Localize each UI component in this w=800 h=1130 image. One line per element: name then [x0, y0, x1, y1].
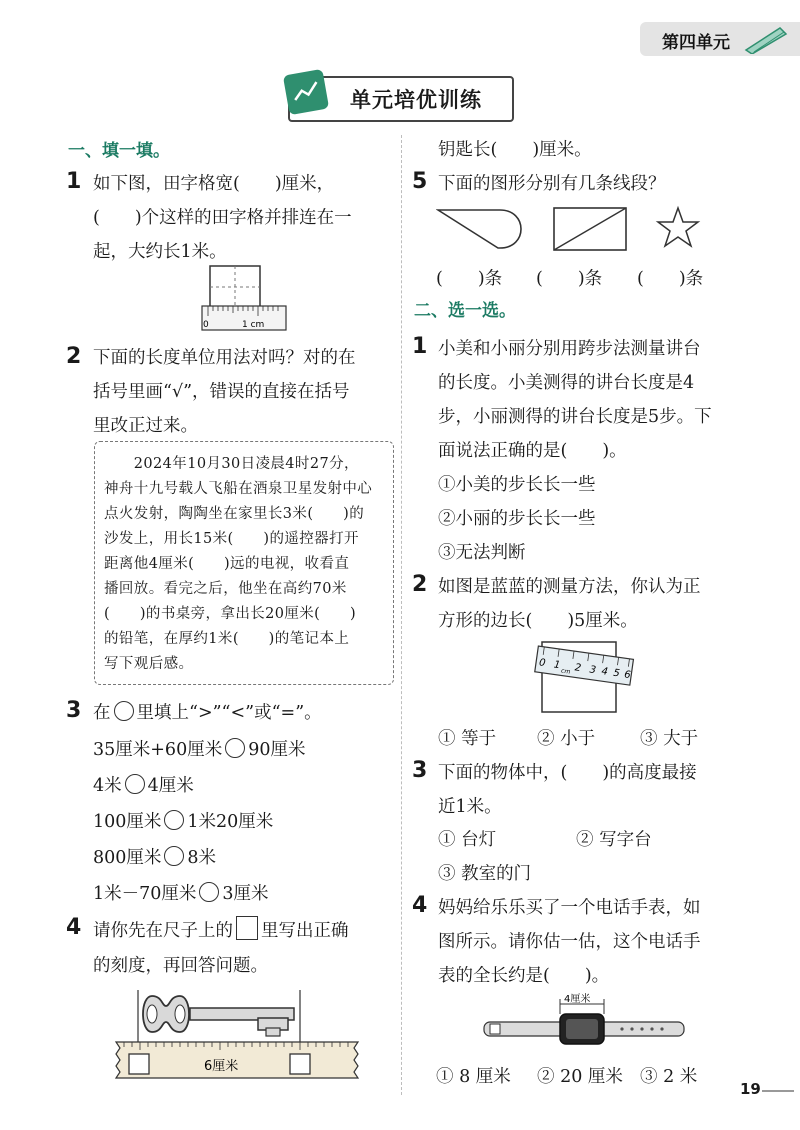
question-text: 请你先在尺子上的 里写出正确 [93, 916, 349, 942]
question-text: 的长度。小美测得的讲台长度是4 [438, 373, 695, 393]
question-number: 3 [412, 758, 428, 783]
square-blank [236, 916, 258, 940]
passage-line: 沙发上，用长15米( )的遥控器打开 [104, 531, 359, 547]
answer-blank[interactable]: ( )条 [436, 269, 503, 289]
watch-figure [482, 990, 688, 1052]
compare-circle[interactable] [164, 810, 184, 830]
passage-line: 距离他4厘米( )远的电视，收看直 [104, 556, 350, 572]
question-number: 4 [66, 915, 82, 940]
page-number-line [762, 1090, 794, 1092]
option[interactable]: ③ 2 米 [640, 1067, 698, 1087]
compare-circle[interactable] [225, 738, 245, 758]
compare-item: 800厘米 8米 [93, 848, 217, 868]
question-number: 4 [412, 893, 428, 918]
compare-circle[interactable] [125, 774, 145, 794]
option[interactable]: ③ 教室的门 [438, 864, 532, 884]
option[interactable]: ②小丽的步长长一些 [438, 509, 596, 529]
ruler-label: 1 cm [242, 320, 265, 330]
ruler-tick: 0 [538, 657, 547, 670]
question-number: 3 [66, 698, 82, 723]
passage-line: 2024年10月30日凌晨4时27分， [104, 456, 359, 472]
compare-item: 100厘米 1米20厘米 [93, 812, 274, 832]
column-divider [401, 135, 402, 1095]
question-number: 2 [412, 572, 428, 597]
option[interactable]: ① 等于 [438, 729, 497, 749]
question-text: 如图是蓝蓝的测量方法，你认为正 [438, 577, 701, 597]
passage-line: ( )的书桌旁，拿出长20厘米( ) [104, 606, 357, 622]
option[interactable]: ② 20 厘米 [537, 1067, 623, 1087]
option[interactable]: ① 台灯 [438, 830, 497, 850]
watch-label: 4厘米 [564, 994, 591, 1005]
question-text: 面说法正确的是( )。 [438, 441, 627, 461]
question-text: 步，小丽测得的讲台长度是5步。下 [438, 407, 712, 427]
question-text: 下面的图形分别有几条线段？ [438, 174, 666, 194]
ruler-tick: 4 [600, 666, 609, 678]
passage-line: 点火发射，陶陶坐在家里长3米( )的 [104, 506, 365, 522]
ruler-unit: cm [560, 667, 571, 676]
passage-line: 神舟十九号载人飞船在酒泉卫星发射中心 [104, 481, 373, 497]
question-text: 起，大约长1米。 [93, 242, 227, 262]
question-text: 下面的物体中，( )的高度最接 [438, 763, 697, 783]
chart-line-icon [283, 69, 329, 115]
compare-circle[interactable] [164, 846, 184, 866]
passage-line: 的铅笔，在厚约1米( )的笔记本上 [104, 631, 350, 647]
question-text: 钥匙长( )厘米。 [438, 140, 592, 160]
unit-tab [640, 22, 800, 56]
question-text: ( )个这样的田字格并排连在一 [93, 208, 352, 228]
compare-item: 35厘米+60厘米 90厘米 [93, 740, 306, 760]
question-text: 表的全长约是( )。 [438, 966, 610, 986]
option[interactable]: ② 小于 [537, 729, 596, 749]
ruler-tick: 5 [612, 667, 621, 680]
question-text: 图所示。请你估一估，这个电话手 [438, 932, 701, 952]
passage-line: 写下观后感。 [104, 656, 194, 672]
key-ruler-figure [112, 984, 362, 1092]
question-number: 1 [412, 334, 428, 359]
ruler-tick: 6 [623, 669, 632, 682]
answer-blank[interactable]: ( )条 [536, 269, 603, 289]
question-text: 里改正过来。 [93, 416, 198, 436]
section-heading-choose: 二、选一选。 [414, 301, 516, 321]
square-ruler-figure [530, 636, 640, 716]
ruler-tick: 2 [573, 662, 582, 675]
question-text: 在 里填上“>”“<”或“=”。 [93, 703, 322, 723]
option[interactable]: ①小美的步长长一些 [438, 475, 596, 495]
ruler-tick: 1 [553, 659, 561, 672]
question-number: 2 [66, 344, 82, 369]
passage-line: 播回放。看完之后，他坐在高约70米 [104, 581, 347, 597]
compare-item: 1米－70厘米 3厘米 [93, 884, 269, 904]
option[interactable]: ③ 大于 [640, 729, 699, 749]
page-title: 单元培优训练 [350, 88, 482, 112]
question-text: 如下图，田字格宽( )厘米， [93, 174, 335, 194]
question-text: 妈妈给乐乐买了一个电话手表，如 [438, 898, 701, 918]
question-text: 括号里画“√”，错误的直接在括号 [93, 382, 350, 402]
question-text: 近1米。 [438, 797, 502, 817]
section-heading-fill: 一、填一填。 [68, 141, 170, 161]
question-text: 下面的长度单位用法对吗？对的在 [93, 348, 356, 368]
ruler-zero: 0 [203, 320, 209, 330]
question-text: 小美和小丽分别用跨步法测量讲台 [438, 339, 701, 359]
question-text: 方形的边长( )5厘米。 [438, 611, 638, 631]
question-number: 1 [66, 169, 82, 194]
unit-label: 第四单元 [662, 33, 730, 53]
ruler-label: 6厘米 [204, 1059, 239, 1074]
option[interactable]: ③无法判断 [438, 543, 526, 563]
page-number: 19 [740, 1080, 761, 1098]
shapes-figure [436, 204, 706, 256]
option[interactable]: ② 写字台 [576, 830, 652, 850]
ruler-tick: 3 [588, 664, 597, 677]
compare-item: 4米 4厘米 [93, 776, 194, 796]
tianzige-ruler-figure [198, 264, 290, 334]
circle-blank [114, 701, 134, 721]
option[interactable]: ① 8 厘米 [436, 1067, 511, 1087]
question-text: 的刻度，再回答问题。 [93, 956, 268, 976]
question-number: 5 [412, 169, 428, 194]
answer-blank[interactable]: ( )条 [637, 269, 704, 289]
ruler-pencil-icon [740, 24, 790, 54]
compare-circle[interactable] [199, 882, 219, 902]
